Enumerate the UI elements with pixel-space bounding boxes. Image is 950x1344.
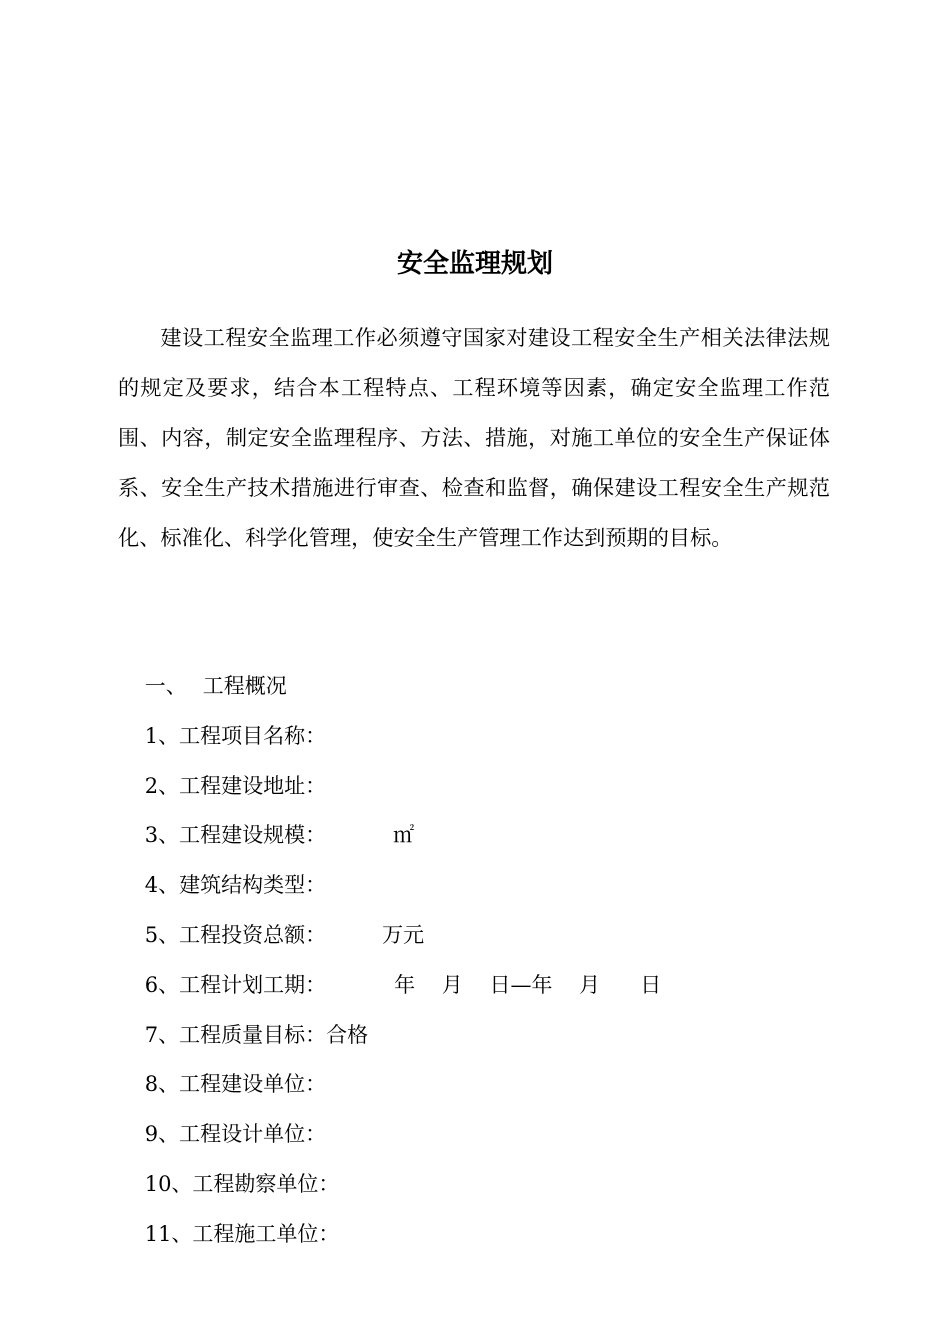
item-label: 6、工程计划工期：	[144, 973, 327, 997]
section-title: 工程概况	[202, 674, 287, 698]
item-label: 11、工程施工单位：	[144, 1222, 340, 1246]
item-label: 7、工程质量目标：	[144, 1023, 327, 1047]
overview-item-11	[118, 1159, 339, 1309]
item-value: ㎡	[393, 823, 415, 847]
item-value: 万元	[382, 923, 425, 947]
intro-paragraph: 建设工程安全监理工作必须遵守国家对建设工程安全生产相关法律法规的规定及要求，结合本工程特点、工程环境等因素，确定安全监理工作范围、内容，制定安全监理程序、方法、措施，对施工单位的安全生产保证体系、安全生产技术措施进行审查、检查和监督，确保建设工程安全生产规范化、标准化、科学化管理，使安全生产管理工作达到预期的目标。	[118, 325, 830, 550]
item-label: 2、工程建设地址：	[144, 774, 327, 798]
item-label: 4、建筑结构类型：	[144, 873, 327, 897]
item-label: 9、工程设计单位：	[144, 1122, 327, 1146]
item-label: 3、工程建设规模：	[144, 823, 327, 847]
document-title: 安全监理规划	[396, 249, 553, 279]
item-value: 合格	[326, 1023, 369, 1047]
item-value: 年 月 日—年 月 日	[394, 973, 662, 997]
item-label: 8、工程建设单位：	[144, 1072, 327, 1096]
section-number: 一、	[144, 674, 187, 698]
item-label: 5、工程投资总额：	[144, 923, 327, 947]
item-label: 10、工程勘察单位：	[144, 1172, 340, 1196]
item-label: 1、工程项目名称：	[144, 724, 327, 748]
